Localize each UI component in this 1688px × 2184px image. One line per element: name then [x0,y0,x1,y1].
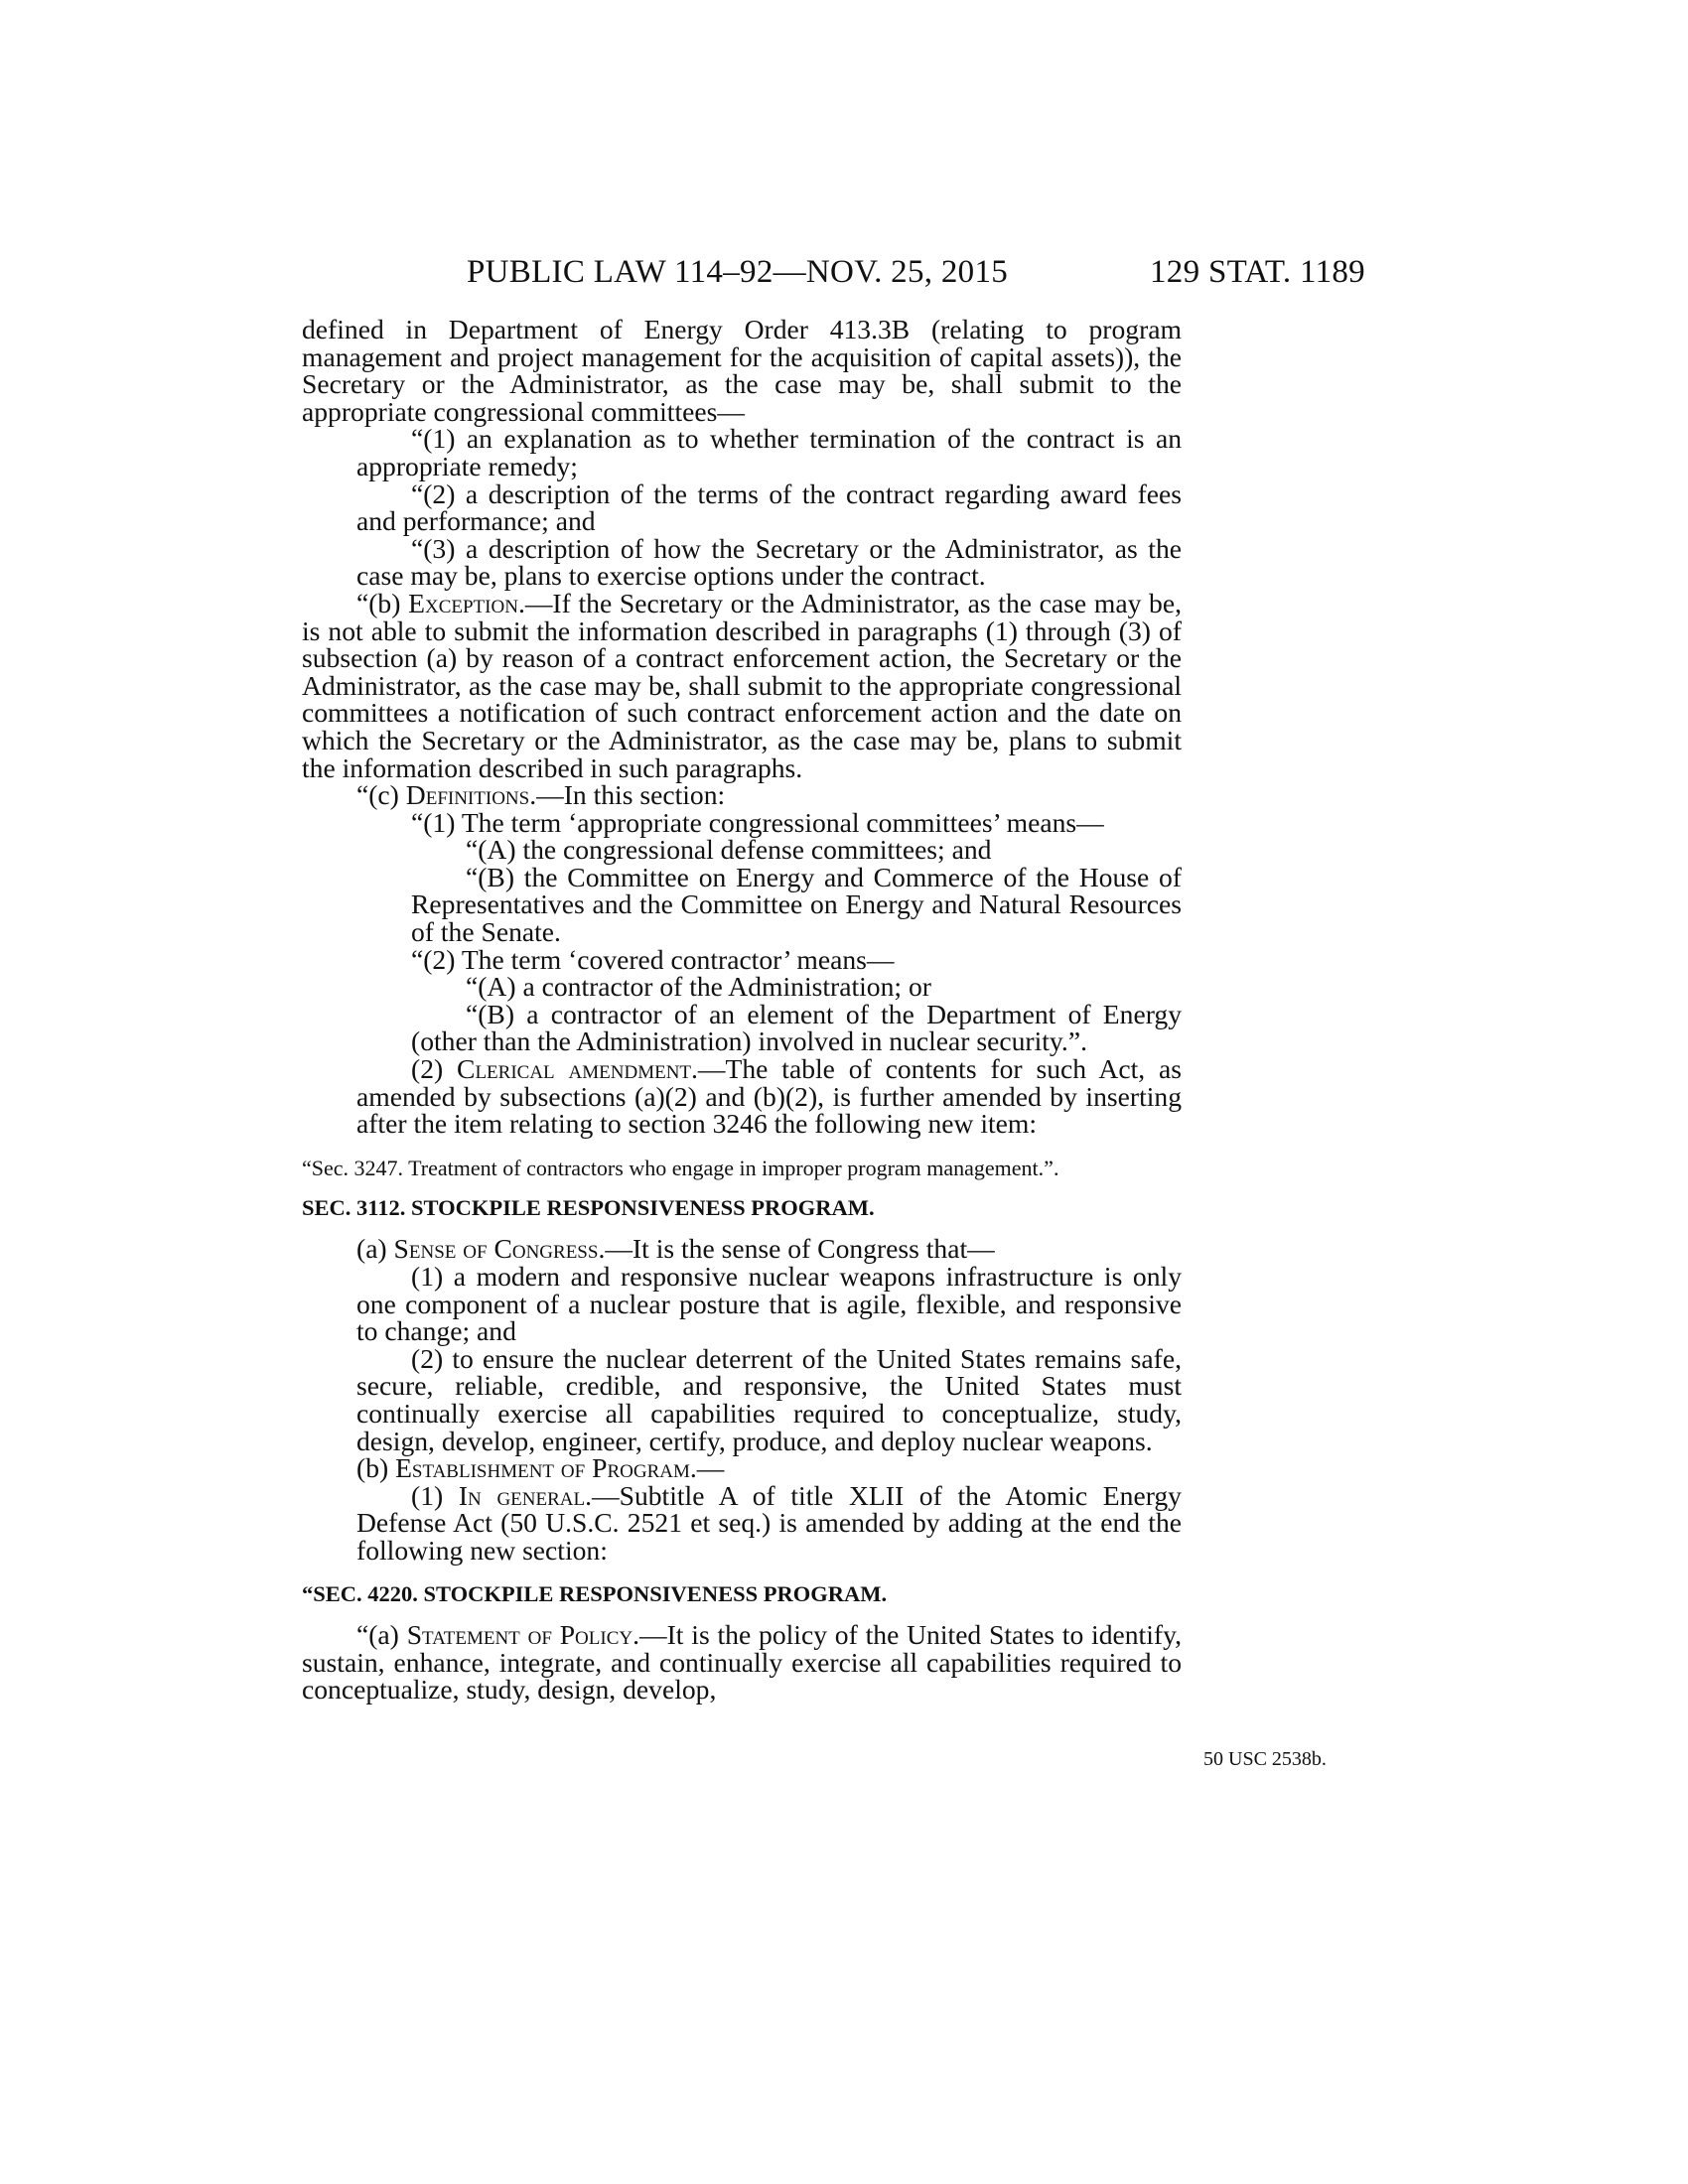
subsection-text: .—It is the sense of Congress that— [598,1233,995,1265]
subsection-heading: Sense of Congress [393,1233,599,1265]
subsection-b-program [302,1454,1182,1482]
section-heading-4220: “SEC. 4220. STOCKPILE RESPONSIVENESS PROGRAM. [302,1580,888,1606]
subsection-text: .— [689,1452,725,1484]
paragraph-heading: Clerical amendment [457,1053,692,1085]
subsection-c [302,781,1182,809]
paragraph-label: (1) [411,1479,459,1511]
paragraph: “(2) The term ‘covered contractor’ means— [411,943,895,975]
subsection-label: (a) [356,1233,394,1265]
paragraph-text: .—Subtitle A of title XLII of the Atomic Energy Defense Act (50 U.S.C. 2521 et seq.) is amended by adding at the end the following new section: [356,1479,1182,1566]
page-number: 129 STAT. 1189 [1150,254,1365,290]
clerical-amendment [302,1055,1182,1138]
paragraph: “(A) the congressional defense committees; and [466,834,992,866]
paragraph: (1) a modern and responsive nuclear weapons infrastructure is only one component of a nuclear posture that is agile, flexible, and responsive to change; and [356,1261,1182,1347]
in-general-paragraph [302,1479,1182,1566]
subsection-label: “(b) [356,587,409,618]
subsection-text: .—It is the policy of the United States to identify, sustain, enhance, integrate, and continually exercise all capabilities required to conceptualize, study, design, develop, [302,1619,1182,1706]
subsection-heading: Exception [408,587,518,618]
paragraph: “(2) a description of the terms of the contract regarding award fees and performance; and [356,478,1182,537]
subsection-text: .—In this section: [529,779,726,811]
subsection-heading: Definitions [405,779,530,811]
section-heading-3112: SEC. 3112. STOCKPILE RESPONSIVENESS PROGRAM. [302,1194,875,1220]
document-body [302,316,1182,1704]
subsection-heading: Establishment of Program [395,1452,690,1484]
subsection-heading: Statement of Policy [406,1619,633,1651]
toc-item: “Sec. 3247. Treatment of contractors who engage in improper program management.”. [302,1155,1059,1180]
subsection-label: (b) [356,1452,396,1484]
paragraph: (2) to ensure the nuclear deterrent of the United States remains safe, secure, reliable, credible, and responsive, the United States must continually exercise all capabilities required to conceptualize, study, design, develop, engineer, certify, produce, and deploy nuclear weapons. [356,1342,1182,1456]
paragraph-label: (2) [411,1053,458,1085]
running-header-title: PUBLIC LAW 114–92—NOV. 25, 2015 [467,254,1009,290]
paragraph: “(1) an explanation as to whether termination of the contract is an appropriate remedy; [356,423,1182,481]
subsection-text: .—If the Secretary or the Administrator, as the case may be, is not able to submit the information described in paragraphs (1) through (3) of subsection (a) by reason of a contract enforcement action, the Secretary or the Administrator, as the case may be, shall submit to the appropriate congressional committees a notification of such contract enforcement action and the date on which the Secretary or the Administrator, as the case may be, plans to submit the information described in such paragraphs. [302,587,1182,783]
paragraph: “(B) the Committee on Energy and Commerce of the House of Representatives and the Committee on Energy and Natural Resources of the Senate. [411,861,1182,948]
paragraph: defined in Department of Energy Order 413.3B (relating to program management and project management for the acquisition of capital assets)), the Secretary or the Administrator, as the case may be, shall submit to the appropriate congressional committees— [302,314,1182,427]
subsection-a [302,1235,1182,1263]
paragraph-heading: In general [458,1479,586,1511]
statement-of-policy [302,1621,1182,1704]
paragraph: “(3) a description of how the Secretary or the Administrator, as the case may be, plans to exercise options under the contract. [356,532,1182,592]
subsection-label: “(c) [356,779,406,811]
subsection-b [302,587,1182,783]
paragraph: “(A) a contractor of the Administration; or [466,971,931,1003]
paragraph: “(B) a contractor of an element of the Department of Energy (other than the Administration) involved in nuclear security.”. [411,998,1182,1057]
paragraph-text: .—The table of contents for such Act, as amended by subsections (a)(2) and (b)(2), is further amended by inserting after the item relating to section 3246 the following new item: [356,1053,1182,1140]
paragraph: “(1) The term ‘appropriate congressional committees’ means— [411,806,1104,838]
subsection-label: “(a) [356,1619,407,1651]
margin-citation: 50 USC 2538b. [1203,1748,1327,1770]
